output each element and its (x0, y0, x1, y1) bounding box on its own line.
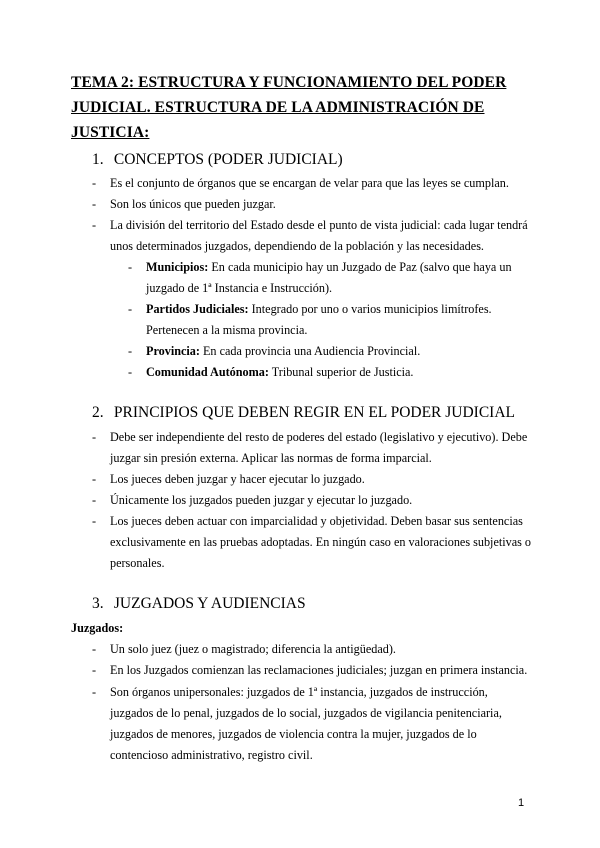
list-dash: - (92, 685, 97, 699)
list-item: Un solo juez (juez o magistrado; diferencia la antigüedad). (110, 642, 396, 656)
sub-list-item: Partidos Judiciales: Integrado por uno o varios municipios limítrofes. Pertenecen a la misma provincia. (146, 302, 492, 337)
list-dash: - (92, 176, 97, 190)
list-dash: - (92, 493, 97, 507)
list-dash: - (128, 344, 133, 358)
list-dash: - (128, 260, 133, 274)
list-item: Son los únicos que pueden juzgar. (110, 197, 276, 211)
list-dash: - (92, 663, 97, 677)
section-heading-3: 3. JUZGADOS Y AUDIENCIAS (92, 595, 306, 612)
list-dash: - (92, 430, 97, 444)
list-item: Debe ser independiente del resto de poderes del estado (legislativo y ejecutivo). Debe juzgar sin presión externa. Aplicar las normas de forma imparcial. (110, 430, 528, 465)
title-line: JUSTICIA: (71, 124, 150, 141)
sub-list-item: Comunidad Autónoma: Tribunal superior de Justicia. (146, 365, 414, 379)
title-line: TEMA 2: ESTRUCTURA Y FUNCIONAMIENTO DEL PODER (71, 74, 507, 91)
list-item: Es el conjunto de órganos que se encargan de velar para que las leyes se cumplan. (110, 176, 509, 190)
list-item: Son órganos unipersonales: juzgados de 1ª instancia, juzgados de instrucción, juzgados de lo penal, juzgados de lo social, juzgados de vigilancia penitenciaria, juzgados de menores, juzgados de violencia contra la mujer, juzgados de lo contencioso administrativo, registro civil. (110, 685, 502, 762)
section-heading-2: 2. PRINCIPIOS QUE DEBEN REGIR EN EL PODER JUDICIAL (92, 404, 516, 421)
list-item: Los jueces deben actuar con imparcialidad y objetividad. Deben basar sus sentencias exclusivamente en las pruebas adoptadas. En ningún caso en valoraciones subjetivas o personales. (110, 514, 532, 570)
list-dash: - (92, 218, 97, 232)
sub-list-item: Provincia: En cada provincia una Audiencia Provincial. (146, 344, 421, 358)
list-dash: - (92, 197, 97, 211)
sub-list-item: Municipios: En cada municipio hay un Juzgado de Paz (salvo que haya un juzgado de 1ª Instancia e Instrucción). (146, 260, 512, 295)
list-item: En los Juzgados comienzan las reclamaciones judiciales; juzgan en primera instancia. (110, 663, 528, 677)
section-heading-1: 1. CONCEPTOS (PODER JUDICIAL) (92, 151, 343, 168)
document-title (71, 70, 541, 145)
list-dash: - (92, 514, 97, 528)
list-item: La división del territorio del Estado desde el punto de vista judicial: cada lugar tendrá unos determinados juzgados, dependiendo de la población y las necesidades. (110, 218, 528, 253)
page-number: 1 (518, 797, 525, 809)
list-item: Los jueces deben juzgar y hacer ejecutar lo juzgado. (110, 472, 365, 486)
list-item: Únicamente los juzgados pueden juzgar y ejecutar lo juzgado. (110, 493, 413, 507)
list-dash: - (92, 472, 97, 486)
list-dash: - (128, 365, 133, 379)
list-dash: - (92, 642, 97, 656)
title-line: JUDICIAL. ESTRUCTURA DE LA ADMINISTRACIÓN DE (71, 99, 485, 116)
subsection-label: Juzgados: (71, 621, 124, 635)
list-dash: - (128, 302, 133, 316)
